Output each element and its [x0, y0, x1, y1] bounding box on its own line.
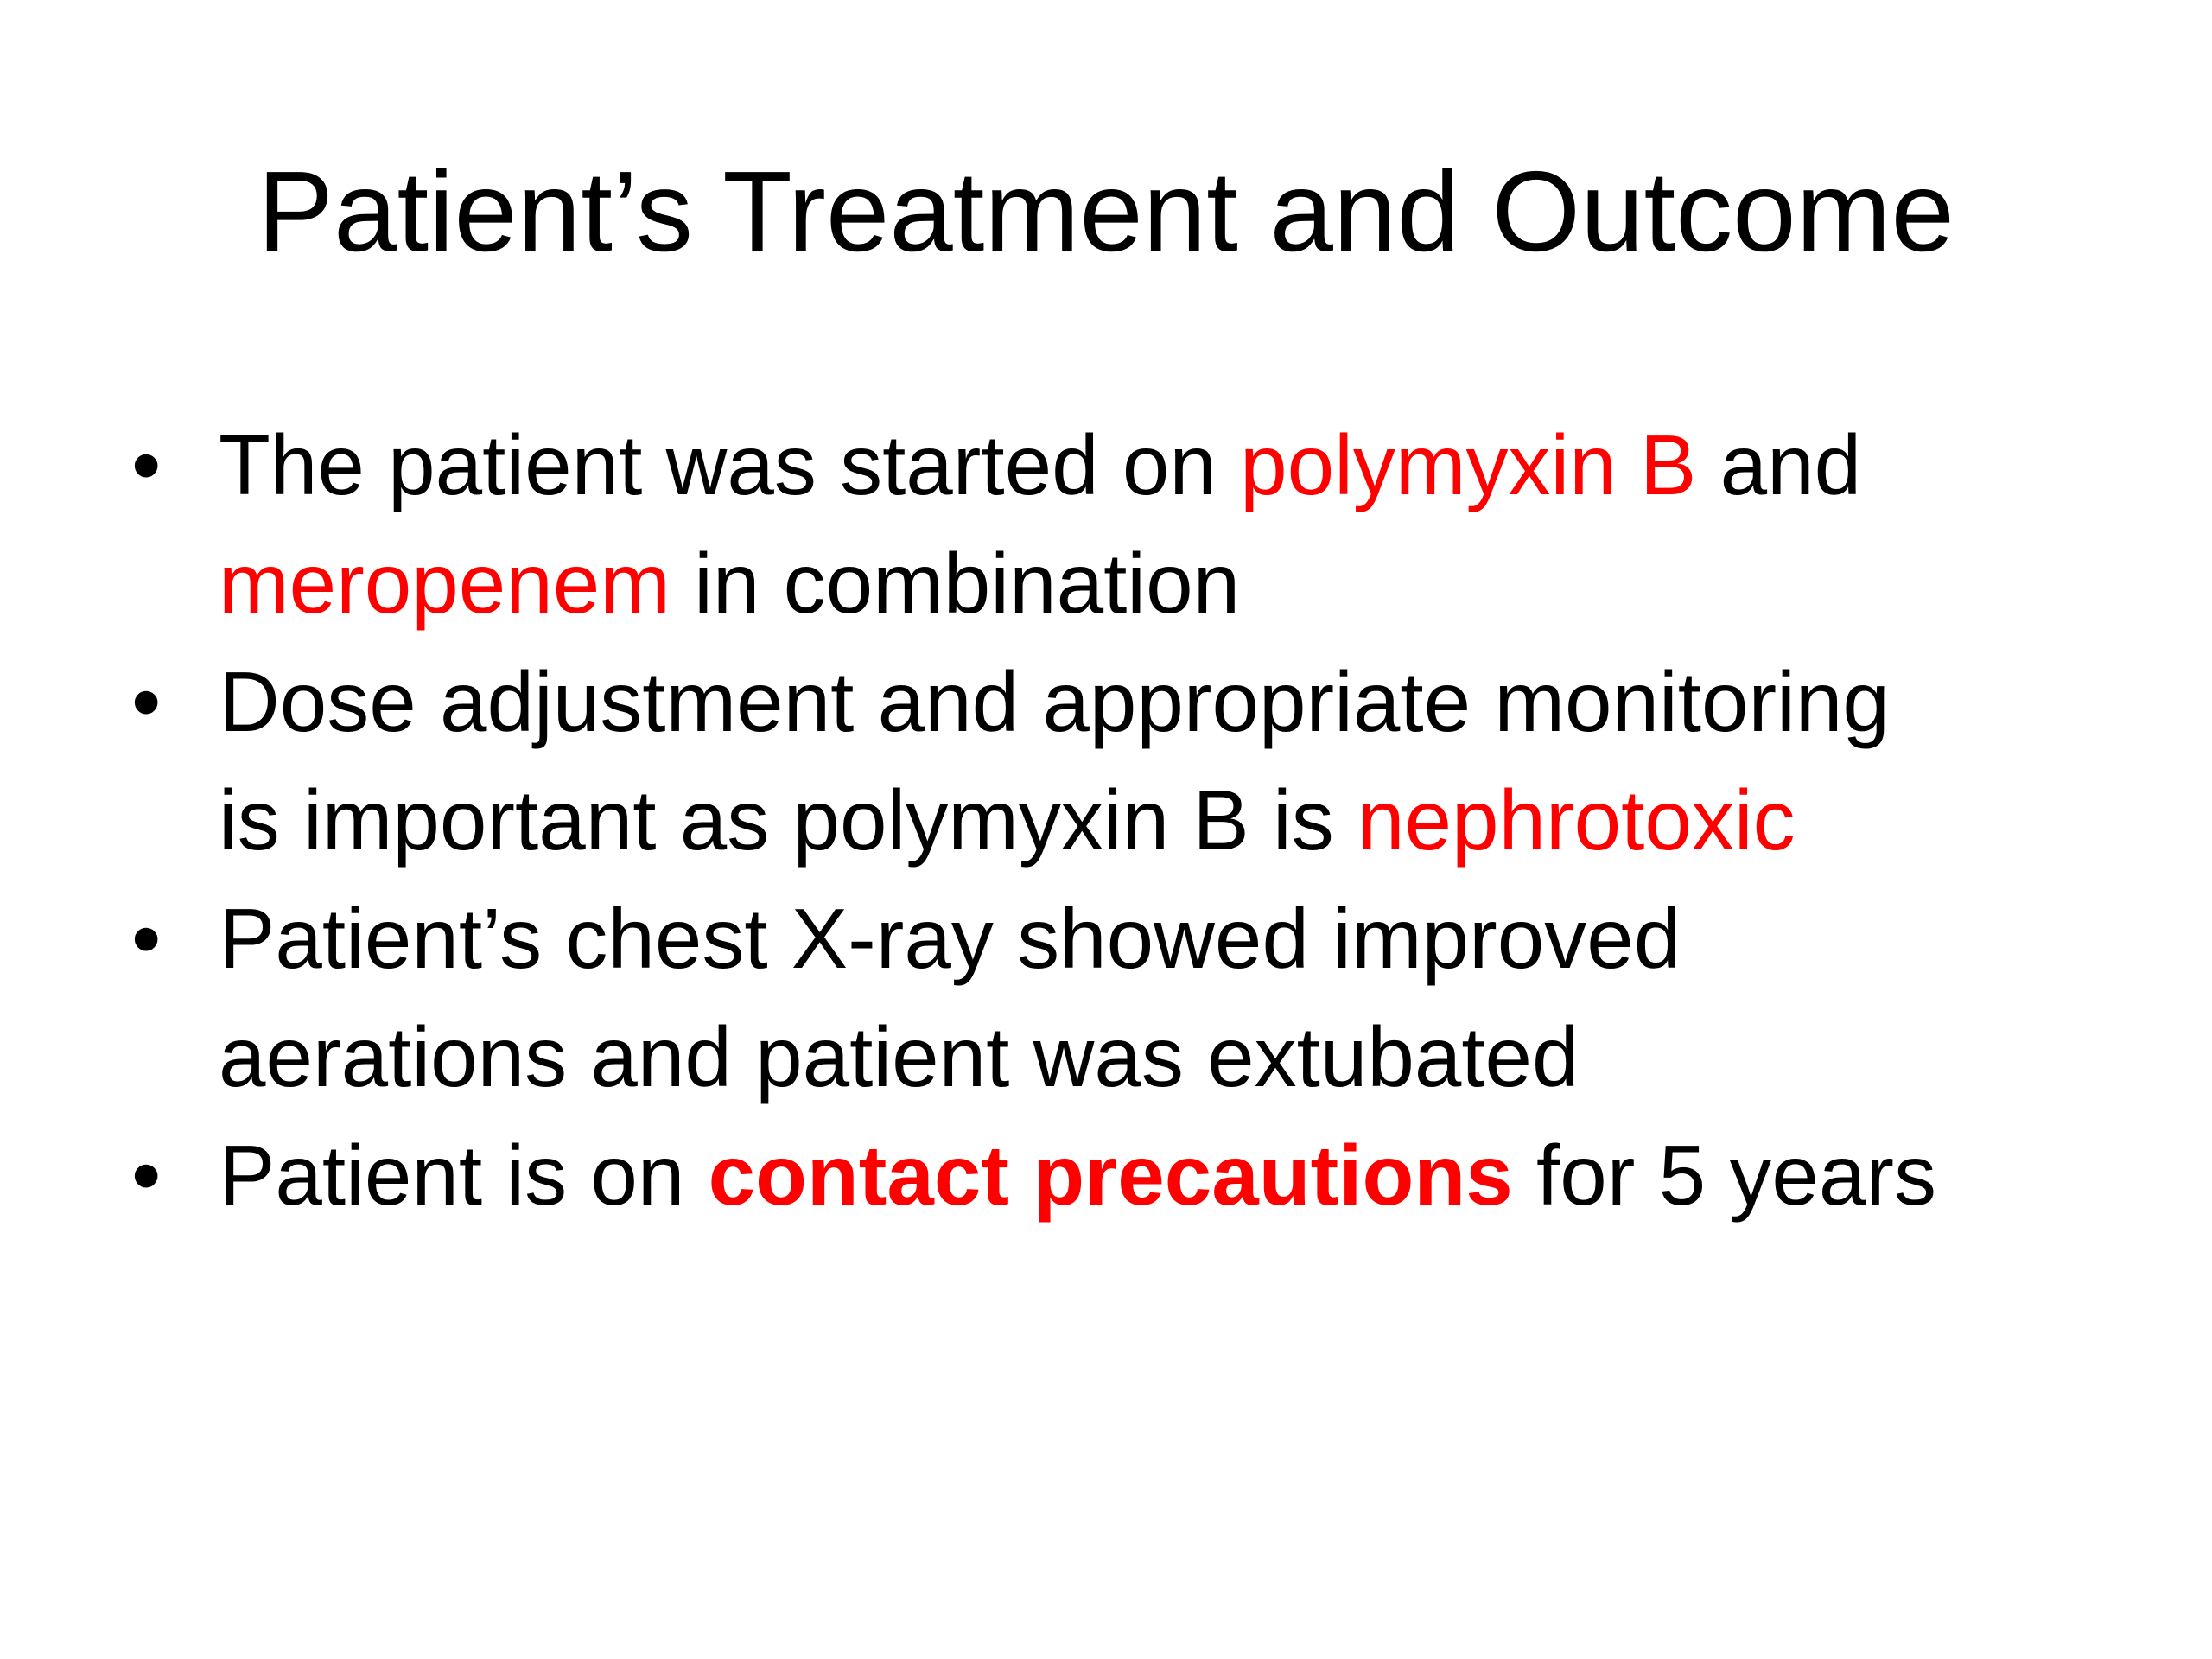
highlight-drug-polymyxin: polymyxin B	[1240, 417, 1697, 512]
bullet-line	[219, 761, 2100, 880]
bullet-dot-icon: •	[131, 891, 162, 986]
bullet-item-chest-xray	[130, 880, 2100, 1116]
highlight-drug-meropenem: meropenem	[219, 536, 671, 631]
bullet-list	[130, 406, 2100, 1235]
bullet-text: is important as polymyxin B is	[219, 772, 1357, 868]
bullet-text: and	[1696, 417, 1862, 512]
bullet-text: for 5 years	[1512, 1128, 1936, 1223]
bullet-item-contact-precautions	[130, 1116, 2100, 1235]
highlight-nephrotoxic: nephrotoxic	[1357, 772, 1796, 868]
bullet-line	[219, 406, 2100, 524]
bullet-item-dose-adjustment	[130, 643, 2100, 880]
bullet-text: The patient was started on	[219, 417, 1241, 512]
bullet-line	[219, 1116, 2100, 1235]
bullet-line: Patient’s chest X-ray showed improved	[219, 891, 1681, 986]
bullet-line	[219, 524, 2100, 643]
highlight-contact-precautions: contact precautions	[708, 1128, 1513, 1223]
bullet-dot-icon: •	[131, 417, 162, 512]
bullet-dot-icon: •	[131, 1128, 162, 1223]
bullet-dot-icon: •	[131, 654, 162, 749]
bullet-text: Patient is on	[219, 1128, 709, 1223]
bullet-item-treatment	[130, 406, 2100, 643]
slide-title: Patient’s Treatment and Outcome	[257, 148, 1955, 275]
bullet-line: aerations and patient was extubated	[219, 1009, 1580, 1104]
bullet-line: Dose adjustment and appropriate monitoring	[219, 654, 1890, 749]
bullet-text: in combination	[670, 536, 1241, 631]
